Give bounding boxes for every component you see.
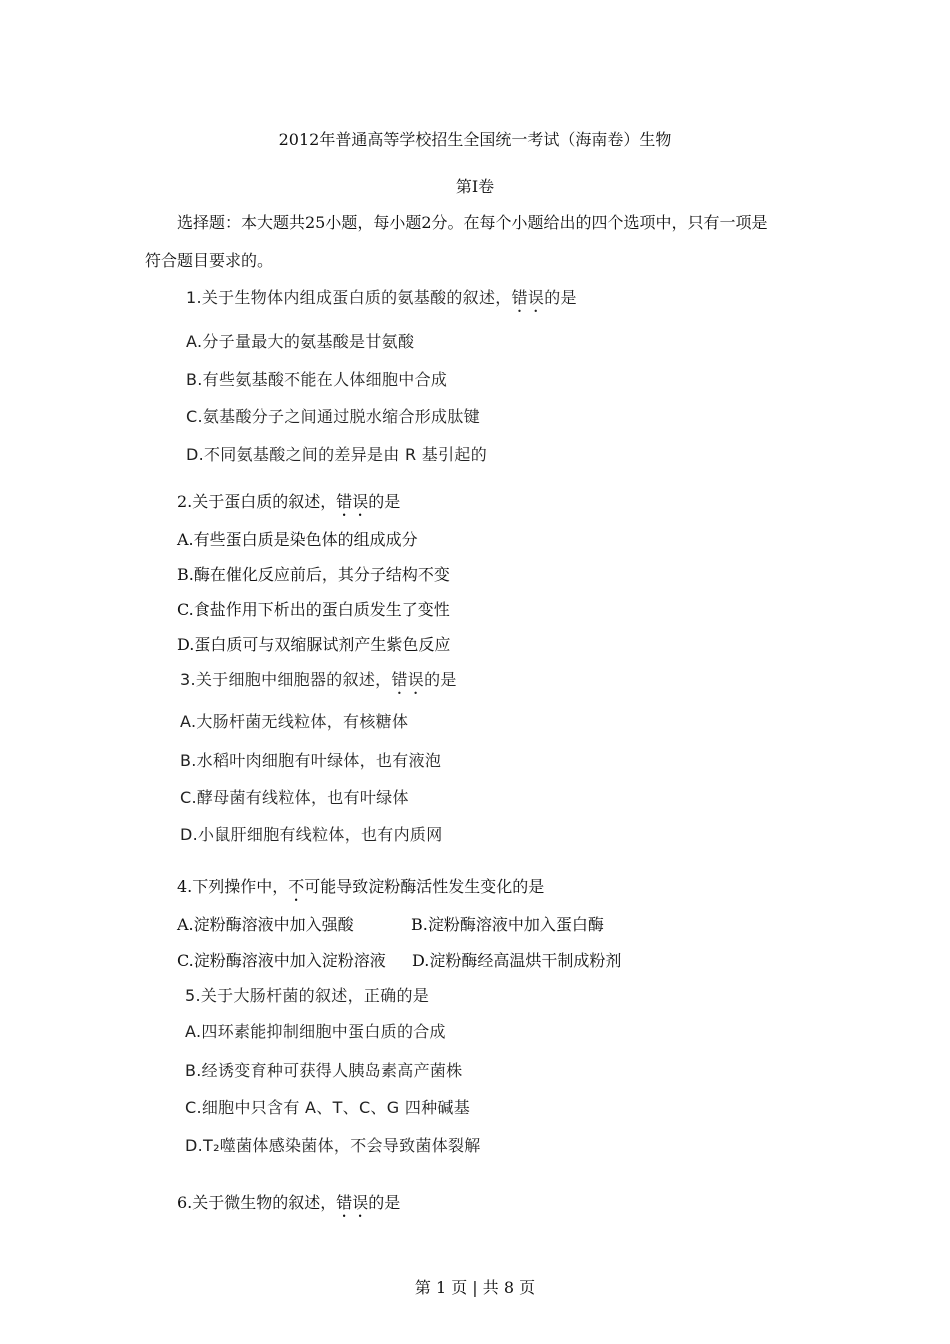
intro-text-cont: 符合题目要求的。 bbox=[145, 251, 274, 270]
answer-option: B.水稻叶肉细胞有叶绿体，也有液泡 bbox=[180, 751, 442, 770]
answer-option: B.有些氨基酸不能在人体细胞中合成 bbox=[186, 370, 448, 389]
answer-option: D.T₂噬菌体感染菌体，不会导致菌体裂解 bbox=[185, 1136, 481, 1155]
answer-option: A.分子量最大的氨基酸是甘氨酸 bbox=[186, 332, 415, 351]
question-text: 的是 bbox=[368, 492, 401, 511]
answer-option: C.淀粉酶溶液中加入淀粉溶液 bbox=[177, 951, 386, 970]
answer-option: D.淀粉酶经高温烘干制成粉剂 bbox=[412, 951, 622, 970]
emphasized-word: 不 bbox=[288, 877, 305, 896]
emphasized-word: 错误 bbox=[336, 1193, 369, 1212]
emphasized-word: 错误 bbox=[391, 670, 425, 689]
answer-option: D.蛋白质可与双缩脲试剂产生紫色反应 bbox=[177, 635, 451, 654]
question-stem bbox=[186, 288, 577, 316]
answer-option: C.酵母菌有线粒体，也有叶绿体 bbox=[180, 788, 409, 807]
question-stem bbox=[177, 1193, 400, 1221]
question-stem bbox=[177, 877, 544, 905]
section-heading: 第I卷 bbox=[455, 177, 495, 196]
question-stem bbox=[180, 670, 457, 698]
question-stem bbox=[177, 492, 400, 520]
question-text: 的是 bbox=[544, 288, 577, 307]
answer-option: B.经诱变育种可获得人胰岛素高产菌株 bbox=[185, 1061, 463, 1080]
answer-option: B.酶在催化反应前后，其分子结构不变 bbox=[177, 565, 450, 584]
answer-option: A.淀粉酶溶液中加入强酸 bbox=[177, 915, 354, 934]
question-text: 4.下列操作中， bbox=[177, 877, 289, 896]
intro-text: 选择题：本大题共25小题，每小题2分。在每个小题给出的四个选项中，只有一项是 bbox=[177, 213, 768, 232]
question-text: 3.关于细胞中细胞器的叙述， bbox=[180, 670, 392, 689]
document-title: 2012年普通高等学校招生全国统一考试（海南卷）生物 bbox=[278, 130, 672, 149]
answer-option: C.食盐作用下析出的蛋白质发生了变性 bbox=[177, 600, 450, 619]
question-text: 6.关于微生物的叙述， bbox=[177, 1193, 337, 1212]
question-text: 的是 bbox=[368, 1193, 401, 1212]
question-text: 可能导致淀粉酶活性发生变化的是 bbox=[304, 877, 545, 896]
question-text: 的是 bbox=[424, 670, 457, 689]
page-footer: 第 1 页 | 共 8 页 bbox=[414, 1278, 536, 1297]
answer-option: A.大肠杆菌无线粒体，有核糖体 bbox=[180, 712, 409, 731]
question-text: 1.关于生物体内组成蛋白质的氨基酸的叙述， bbox=[186, 288, 512, 307]
question-stem bbox=[185, 986, 429, 1014]
answer-option: D.不同氨基酸之间的差异是由 R 基引起的 bbox=[186, 445, 487, 464]
emphasized-word: 错误 bbox=[336, 492, 369, 511]
question-text: 2.关于蛋白质的叙述， bbox=[177, 492, 337, 511]
answer-option: C.细胞中只含有 A、T、C、G 四种碱基 bbox=[185, 1098, 471, 1117]
answer-option: A.四环素能抑制细胞中蛋白质的合成 bbox=[185, 1022, 446, 1041]
answer-option: A.有些蛋白质是染色体的组成成分 bbox=[177, 530, 418, 549]
emphasized-word: 错误 bbox=[511, 288, 545, 307]
answer-option: D.小鼠肝细胞有线粒体，也有内质网 bbox=[180, 825, 443, 844]
answer-option: C.氨基酸分子之间通过脱水缩合形成肽键 bbox=[186, 407, 480, 426]
question-text: 5.关于大肠杆菌的叙述，正确的是 bbox=[185, 986, 430, 1005]
answer-option: B.淀粉酶溶液中加入蛋白酶 bbox=[411, 915, 604, 934]
